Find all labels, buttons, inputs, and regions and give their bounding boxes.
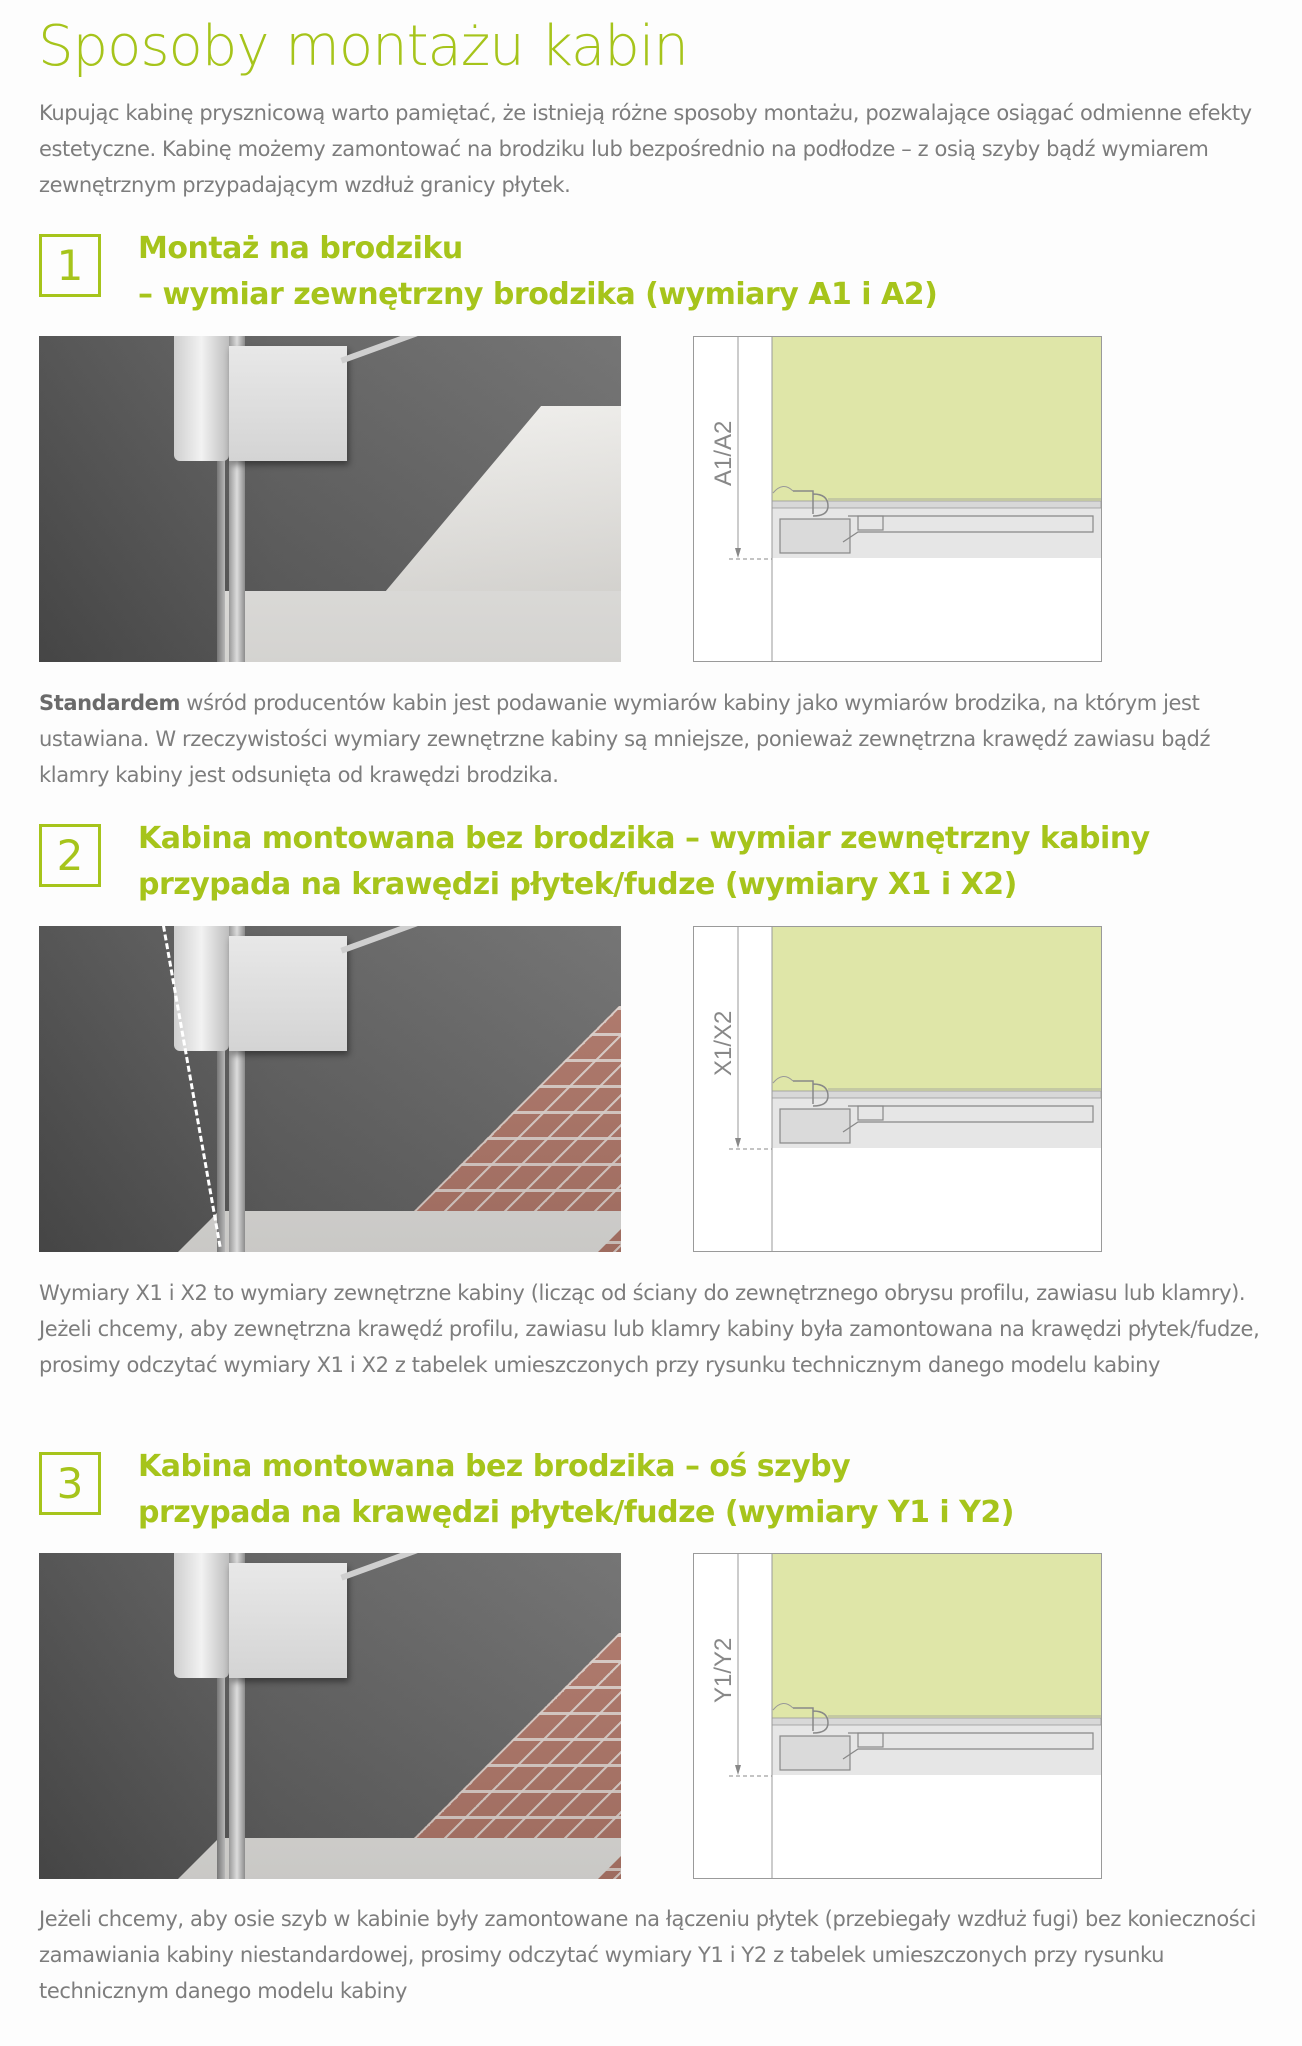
heading-line: Kabina montowana bez brodzika – oś szyby [138, 1449, 851, 1484]
section-heading-3 [138, 1444, 1014, 1536]
photo-tile-edge-mount [39, 926, 621, 1252]
section-number-2: 2 [39, 824, 101, 887]
intro-paragraph: Kupując kabinę prysznicową warto pamiętać, że istnieją różne sposoby montażu, pozwalające osiągać odmienne efekty estetyczne. Kabinę możemy zamontować na brodziku lub bezpośrednio na podłodze – z osią szyby bądź wymiarem zewnętrznym przypadającym wzdłuż granicy płytek. [39, 101, 1252, 197]
description-bold: Standardem [39, 691, 181, 715]
diagram-section-1 [693, 336, 1102, 662]
heading-line: przypada na krawędzi płytek/fudze (wymiary Y1 i Y2) [138, 1495, 1014, 1530]
heading-line: Montaż na brodziku [138, 231, 463, 266]
photo-glass-axis-mount [39, 1553, 621, 1879]
heading-line: przypada na krawędzi płytek/fudze (wymiary X1 i X2) [138, 867, 1017, 902]
dimension-label: X1/X2 [710, 1010, 737, 1076]
description-text: wśród producentów kabin jest podawanie wymiarów kabiny jako wymiarów brodzika, na którym jest ustawiana. W rzeczywistości wymiary zewnętrzne kabiny są mniejsze, ponieważ zewnętrzna krawędź zawiasu bądź klamry kabiny jest odsunięta od krawędzi brodzika. [39, 691, 1211, 787]
dimension-label: A1/A2 [710, 420, 737, 486]
section-description-2: Wymiary X1 i X2 to wymiary zewnętrzne kabiny (licząc od ściany do zewnętrznego obrysu profilu, zawiasu lub klamry). Jeżeli chcemy, aby zewnętrzna krawędź profilu, zawiasu lub klamry kabiny była zamontowana na krawędzi płytek/fudze, prosimy odczytać wymiary X1 i X2 z tabelek umieszczonych przy rysunku technicznym danego modelu kabiny [39, 1281, 1260, 1377]
page-title: Sposoby montażu kabin [38, 14, 688, 79]
section-number-1: 1 [39, 234, 101, 297]
heading-line: Kabina montowana bez brodzika – wymiar zewnętrzny kabiny [138, 821, 1150, 856]
diagram-section-3 [693, 1553, 1102, 1879]
photo-shower-tray-mount [39, 336, 621, 662]
dimension-label: Y1/Y2 [710, 1637, 737, 1703]
diagram-section-2 [693, 926, 1102, 1252]
section-heading-2 [138, 816, 1150, 908]
section-heading-1 [138, 226, 937, 318]
heading-line: – wymiar zewnętrzny brodzika (wymiary A1 i A2) [138, 277, 938, 312]
section-description-3: Jeżeli chcemy, aby osie szyb w kabinie były zamontowane na łączeniu płytek (przebiegały wzdłuż fugi) bez konieczności zamawiania kabiny niestandardowej, prosimy odczytać wymiary Y1 i Y2 z tabelek umieszczonych przy rysunku technicznym danego modelu kabiny [39, 1907, 1256, 2003]
section-description-1 [39, 685, 1279, 793]
section-number-3: 3 [39, 1452, 101, 1515]
